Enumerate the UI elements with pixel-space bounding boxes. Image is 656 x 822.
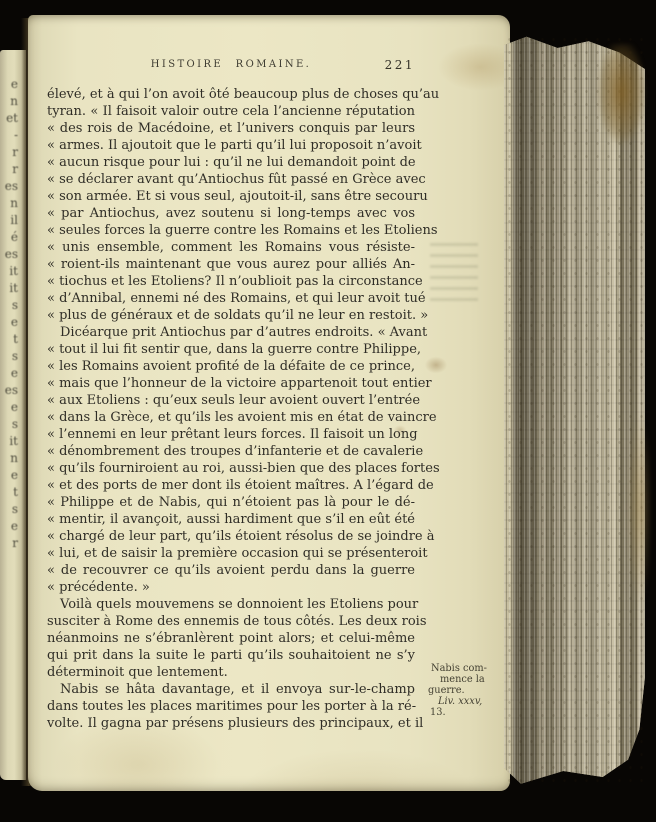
text-line: « précédente. » <box>47 580 150 595</box>
ghost-fragment: it <box>9 281 18 295</box>
ghost-fragment: t <box>13 485 18 499</box>
fore-edge-stain-top <box>582 44 648 204</box>
text-line: « de recouvrer ce qu’ils avoient perdu dans la guerre <box>47 563 415 578</box>
facing-page-ghost-text <box>0 76 18 766</box>
text-line: « roient-ils maintenant que vous aurez pour alliés An- <box>47 257 415 272</box>
text-line: « des rois de Macédoine, et l’univers conquis par leurs <box>47 121 415 136</box>
text-line: susciter à Rome des ennemis de tous côtés. Les deux rois <box>47 614 427 629</box>
text-line: « tout il lui fit sentir que, dans la guerre contre Philippe, <box>47 342 422 357</box>
ghost-fragment: r <box>12 145 18 159</box>
text-line: tyran. « Il faisoit valoir outre cela l’ancienne réputation <box>47 104 415 119</box>
ghost-fragment: é <box>10 230 18 244</box>
ghost-fragment: e <box>10 77 18 91</box>
text-line: qui prit dans la suite le parti qu’ils souhaitoient ne s’y <box>47 648 415 663</box>
text-line: « aux Etoliens : qu’eux seuls leur avoient ouvert l’entrée <box>47 393 421 408</box>
text-line: dans toutes les places maritimes pour les porter à la ré- <box>47 699 417 714</box>
running-title: HISTOIRE ROMAINE. <box>150 59 312 70</box>
margin-note-citation: 13. <box>430 707 446 718</box>
text-line: « tiochus et les Etoliens? Il n’oublioit pas la circonstance <box>47 274 423 289</box>
ghost-fragment: s <box>11 502 18 516</box>
text-line: « Philippe et de Nabis, qui n’étoient pas là pour le dé- <box>47 495 415 510</box>
margin-note <box>428 663 508 718</box>
ghost-fragment: es <box>4 383 18 397</box>
ghost-fragment: r <box>12 536 18 550</box>
text-line: « unis ensemble, comment les Romains vous résiste- <box>47 240 415 255</box>
text-line: élevé, et à qui l’on avoit ôté beaucoup plus de choses qu’au <box>47 87 440 102</box>
margin-note-line: mence la <box>440 674 485 685</box>
text-line: « lui, et de saisir la première occasion qui se présenteroit <box>47 546 428 561</box>
margin-note-line: guerre. <box>428 685 465 696</box>
ghost-fragment: it <box>9 434 18 448</box>
ghost-fragment: il <box>10 213 18 227</box>
text-line: « dénombrement des troupes d’infanterie et de cavalerie <box>47 444 424 459</box>
ghost-fragment: e <box>10 519 18 533</box>
ghost-fragment: s <box>11 417 18 431</box>
book-page <box>28 15 510 791</box>
ghost-fragment: r <box>12 162 18 176</box>
ghost-fragment: et <box>6 111 18 125</box>
text-line: « se déclarer avant qu’Antiochus fût passé en Grèce avec <box>47 172 426 187</box>
text-line: « dans la Grèce, et qu’ils les avoient mis en état de vaincre <box>47 410 437 425</box>
text-line: « armes. Il ajoutoit que le parti qu’il lui proposoit n’avoit <box>47 138 422 153</box>
text-line: « mentir, il avançoit, aussi hardiment que s’il en eût été <box>47 512 415 527</box>
page-number: 221 <box>384 58 415 72</box>
text-line: « mais que l’honneur de la victoire appartenoit tout entier <box>47 376 432 391</box>
ghost-fragment: e <box>10 400 18 414</box>
text-line: « d’Annibal, ennemi né des Romains, et qui leur avoit tué <box>47 291 426 306</box>
text-line: néanmoins ne s’ébranlèrent point alors; et celui-même <box>47 631 415 646</box>
ghost-fragment: it <box>9 264 18 278</box>
show-through-ghost-text <box>430 243 478 305</box>
ghost-fragment: t <box>13 332 18 346</box>
text-line: « et des ports de mer dont ils étoient maîtres. A l’égard de <box>47 478 434 493</box>
text-line: volte. Il gagna par présens plusieurs des principaux, et il <box>47 716 424 731</box>
text-line: « qu’ils fourniroient au roi, aussi-bien que des places fortes <box>47 461 440 476</box>
page-header <box>47 59 415 75</box>
ghost-fragment: s <box>11 349 18 363</box>
ghost-fragment: e <box>10 468 18 482</box>
margin-note-citation: Liv. xxxv, <box>438 696 483 707</box>
text-line: Voilà quels mouvemens se donnoient les Etoliens pour <box>60 597 419 612</box>
ghost-fragment: e <box>10 366 18 380</box>
text-line: « son armée. Et si vous seul, ajoutoit-il, sans être secouru <box>47 189 428 204</box>
text-line: Dicéarque prit Antiochus par d’autres endroits. « Avant <box>60 325 428 340</box>
text-line: « l’ennemi en leur prêtant leurs forces. Il faisoit un long <box>47 427 418 442</box>
text-line: « les Romains avoient profité de la défaite de ce prince, <box>47 359 415 374</box>
ghost-fragment: e <box>10 315 18 329</box>
ghost-fragment: - <box>13 128 18 142</box>
text-line: « par Antiochus, avez soutenu si long-temps avec vos <box>47 206 415 221</box>
ghost-fragment: es <box>4 179 18 193</box>
text-line: « plus de généraux et de soldats qu’il ne leur en restoit. » <box>47 308 429 323</box>
ghost-fragment: n <box>10 94 18 108</box>
text-line: « chargé de leur part, qu’ils étoient résolus de se joindre à <box>47 529 435 544</box>
fore-edge-stain-right <box>616 360 650 660</box>
margin-note-line: Nabis com- <box>431 663 487 674</box>
text-line: Nabis se hâta davantage, et il envoya sur-le-champ <box>60 682 415 697</box>
ghost-fragment: n <box>10 451 18 465</box>
text-line: « seules forces la guerre contre les Romains et les Etoliens <box>47 223 438 238</box>
text-line: déterminoit que lentement. <box>47 665 228 680</box>
text-line: « aucun risque pour lui : qu’il ne lui demandoit point de <box>47 155 416 170</box>
ghost-fragment: s <box>11 298 18 312</box>
ghost-fragment: es <box>4 247 18 261</box>
ghost-fragment: n <box>10 196 18 210</box>
